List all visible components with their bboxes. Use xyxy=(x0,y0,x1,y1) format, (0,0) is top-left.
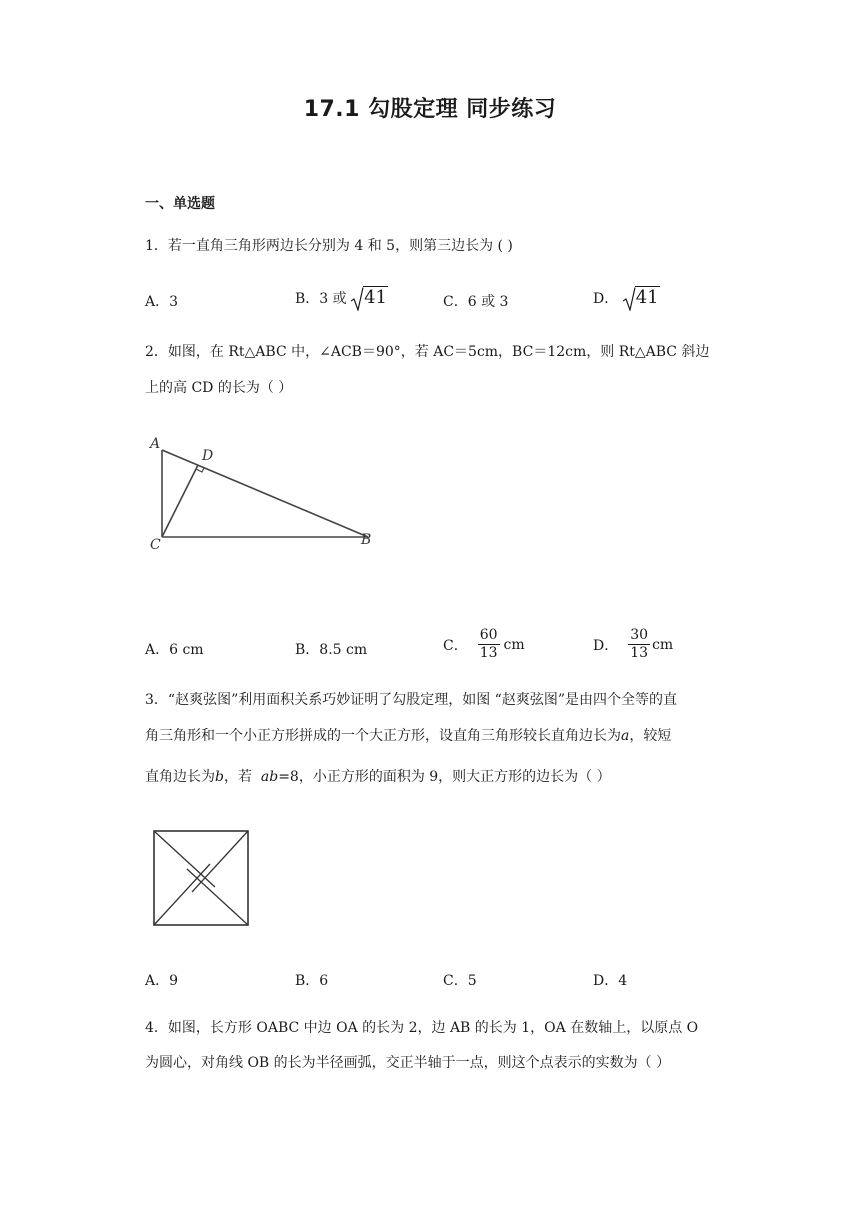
q3-line-3-text-3: =8，小正方形的面积为 9，则大正方形的边长为（ ） xyxy=(278,769,611,785)
q2-option-c-label: C． xyxy=(443,637,468,654)
q3-line-2-text-2: ，较短 xyxy=(629,728,672,744)
q1-option-a: A．3 xyxy=(145,294,179,310)
q3-line-3-text-1: 直角边长为 xyxy=(145,769,215,785)
label-a: A xyxy=(150,436,161,452)
q1-option-c: C．6 或 3 xyxy=(443,294,509,310)
q2-option-b: B．8.5 cm xyxy=(295,642,368,658)
q2-option-c-unit: cm xyxy=(503,636,525,653)
q2-option-d xyxy=(593,627,673,662)
q2-option-c xyxy=(443,627,525,662)
triangle-abc-figure xyxy=(140,425,390,555)
q1-option-b-label: B．3 或 xyxy=(295,291,347,307)
question-4-line-2: 为圆心，对角线 OB 的长为半径画弧，交正半轴于一点，则这个点表示的实数为（ ） xyxy=(145,1055,671,1071)
q2-option-d-fraction xyxy=(628,627,650,662)
q3-option-c: C．5 xyxy=(443,973,477,989)
q1-option-b-radicand: 41 xyxy=(364,287,388,308)
page-title: 17.1 勾股定理 同步练习 xyxy=(303,97,557,122)
expression-ab: ab xyxy=(260,769,279,785)
q3-line-2-text-1: 角三角形和一个小正方形拼成的一个大正方形，设直角三角形较长直角边长为 xyxy=(145,728,621,744)
q1-option-d-radicand: 41 xyxy=(635,287,659,308)
section-heading: 一、单选题 xyxy=(145,196,215,212)
sqrt-symbol xyxy=(351,287,388,308)
label-b: B xyxy=(361,532,372,548)
question-4-line-1: 4．如图，长方形 OABC 中边 OA 的长为 2，边 AB 的长为 1，OA 在数轴上，以原点 O xyxy=(145,1020,699,1036)
q1-option-b xyxy=(295,287,388,308)
q2-option-a: A．6 cm xyxy=(145,642,204,658)
q3-line-3-text-2: ，若 xyxy=(223,769,252,785)
sqrt-symbol xyxy=(623,287,660,308)
q3-option-b: B．6 xyxy=(295,973,329,989)
q1-option-d xyxy=(593,287,660,308)
q2-option-d-label: D． xyxy=(593,637,619,654)
q2-option-d-denominator: 13 xyxy=(630,645,649,661)
q2-option-c-fraction xyxy=(478,627,500,662)
question-3-line-2 xyxy=(145,726,671,746)
question-2-line-1: 2．如图，在 Rt△ABC 中，∠ACB＝90°，若 AC＝5cm，BC＝12cm，则 Rt△ABC 斜边 xyxy=(145,344,710,360)
label-d: D xyxy=(202,448,214,464)
q3-option-a: A．9 xyxy=(145,973,179,989)
q2-option-d-unit: cm xyxy=(652,636,674,653)
question-3-line-1: 3．“赵爽弦图”利用面积关系巧妙证明了勾股定理，如图 “赵爽弦图”是由四个全等的直 xyxy=(145,692,677,708)
question-3-line-3 xyxy=(145,767,611,787)
q1-option-d-label: D． xyxy=(593,291,619,307)
q2-option-d-numerator: 30 xyxy=(630,627,649,643)
zhao-shuang-square-figure xyxy=(150,827,254,931)
q3-option-d: D．4 xyxy=(593,973,628,989)
variable-b: b xyxy=(215,769,224,785)
question-2-line-2: 上的高 CD 的长为（ ） xyxy=(145,380,293,396)
q2-option-c-denominator: 13 xyxy=(479,645,498,661)
variable-a: a xyxy=(621,728,630,744)
q2-option-c-numerator: 60 xyxy=(479,627,498,643)
label-c: C xyxy=(150,537,161,553)
question-1-text: 1．若一直角三角形两边长分别为 4 和 5，则第三边长为 ( ) xyxy=(145,238,513,254)
